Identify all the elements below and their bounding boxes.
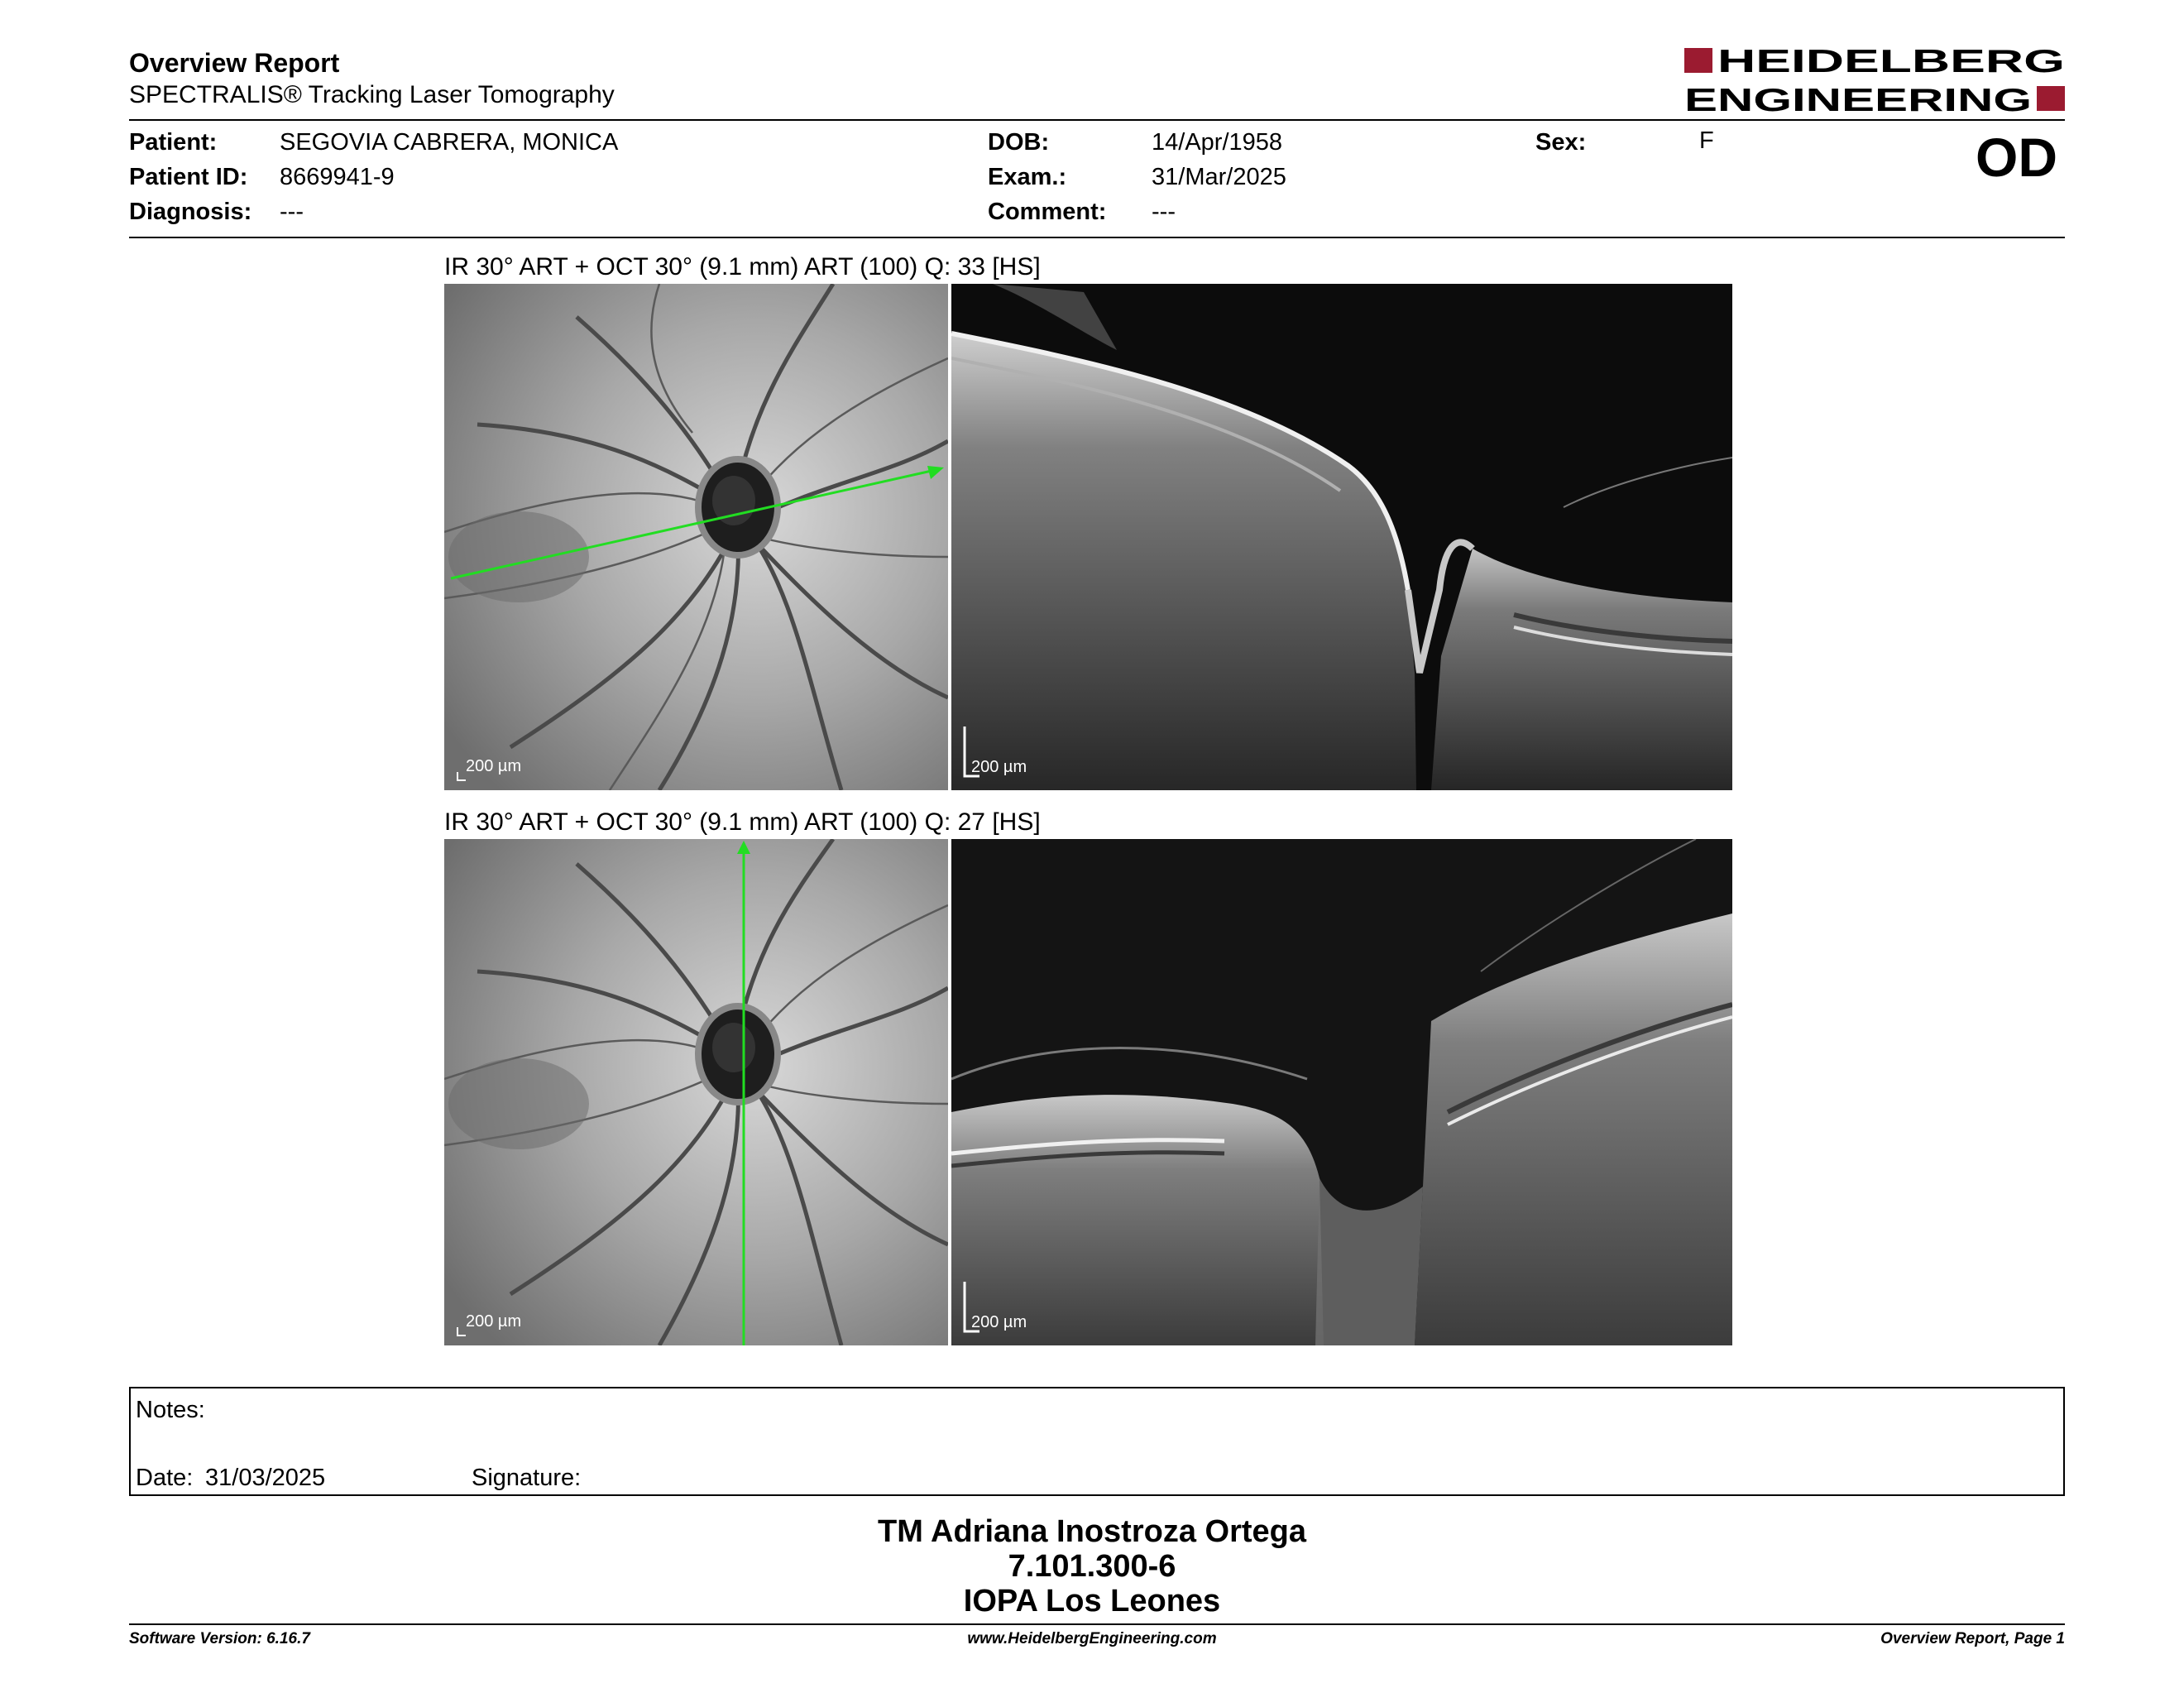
website-link[interactable]: www.HeidelbergEngineering.com — [967, 1630, 1217, 1647]
scan-1-caption: IR 30° ART + OCT 30° (9.1 mm) ART (100) Q: 33 [HS] — [444, 253, 1041, 281]
notes-date-label: Date: — [136, 1465, 194, 1491]
scan-2-fundus-image — [444, 839, 948, 1345]
sex-value: F — [1699, 127, 1714, 154]
dob-label: DOB: — [988, 129, 1050, 156]
eye-indicator: OD — [1976, 127, 2057, 188]
comment-value: --- — [1152, 199, 1176, 225]
logo-line2: ENGINEERING — [1684, 83, 2032, 117]
sex-label: Sex: — [1535, 129, 1587, 156]
report-subtitle: SPECTRALIS® Tracking Laser Tomography — [129, 81, 615, 108]
notes-label: Notes: — [136, 1397, 205, 1423]
scan-2-fundus-drawing — [444, 839, 948, 1345]
software-version: Software Version: 6.16.7 — [129, 1630, 310, 1647]
scan-1-oct-drawing — [951, 284, 1732, 790]
patient-id-label: Patient ID: — [129, 164, 248, 190]
scan-2-oct-drawing — [951, 839, 1732, 1345]
scan-1-oct-image — [951, 284, 1732, 790]
scan-1-fundus-drawing — [444, 284, 948, 790]
patient-rule — [129, 237, 2065, 238]
signer-id: 7.101.300-6 — [1008, 1549, 1176, 1584]
exam-label: Exam.: — [988, 164, 1067, 190]
page-indicator: Overview Report, Page 1 — [1880, 1630, 2065, 1647]
signer-institution: IOPA Los Leones — [963, 1584, 1221, 1618]
report-title: Overview Report — [129, 48, 340, 78]
scan-2-oct-image — [951, 839, 1732, 1345]
scan-1-oct-scale: 200 µm — [971, 758, 1027, 776]
logo-square-bottom — [2037, 86, 2065, 111]
patient-name: SEGOVIA CABRERA, MONICA — [280, 129, 619, 156]
scan-2-oct-scale: 200 µm — [971, 1313, 1027, 1331]
exam-value: 31/Mar/2025 — [1152, 164, 1286, 190]
signer-name: TM Adriana Inostroza Ortega — [878, 1514, 1306, 1549]
signature-label: Signature: — [472, 1465, 582, 1491]
scan-2-fundus-scale: 200 µm — [466, 1312, 522, 1331]
heidelberg-logo — [1684, 45, 2067, 117]
dob-value: 14/Apr/1958 — [1152, 129, 1283, 156]
comment-label: Comment: — [988, 199, 1107, 225]
patient-id: 8669941-9 — [280, 164, 395, 190]
logo-square-top — [1684, 48, 1712, 73]
notes-box — [129, 1387, 2065, 1496]
scan-1-fundus-scale: 200 µm — [466, 757, 522, 775]
footer-rule — [129, 1623, 2065, 1625]
logo-line1: HEIDELBERG — [1717, 45, 2065, 79]
scan-2-caption: IR 30° ART + OCT 30° (9.1 mm) ART (100) Q: 27 [HS] — [444, 808, 1041, 836]
diagnosis-value: --- — [280, 199, 304, 225]
header-rule — [129, 119, 2065, 121]
patient-label: Patient: — [129, 129, 218, 156]
scan-1-fundus-image — [444, 284, 948, 790]
notes-date: 31/03/2025 — [205, 1465, 326, 1491]
diagnosis-label: Diagnosis: — [129, 199, 252, 225]
